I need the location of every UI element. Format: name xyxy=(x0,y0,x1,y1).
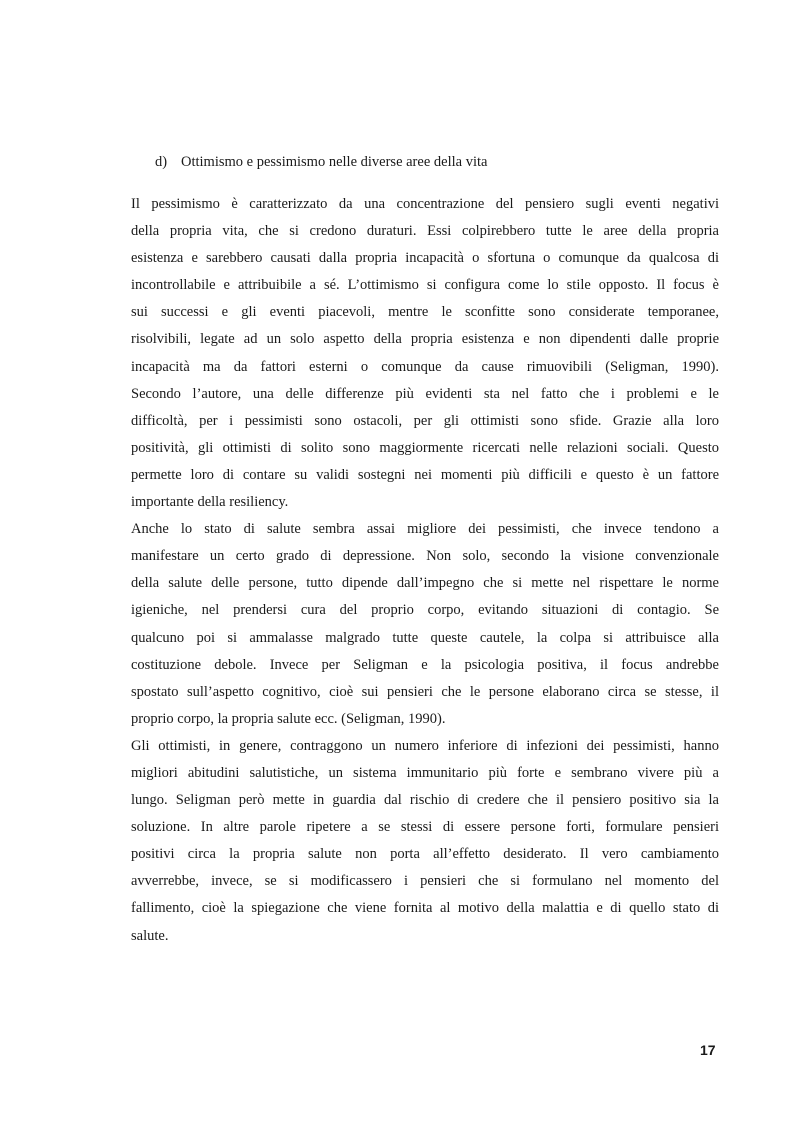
text-line: costituzione debole. Invece per Seligman e la psicologia positiva, il focus andrebbe xyxy=(131,656,719,673)
text-line: della salute delle persone, tutto dipende dall’impegno che si mette nel rispettare le norme xyxy=(131,575,719,592)
text-line: Il pessimismo è caratterizzato da una concentrazione del pensiero sugli eventi negativi xyxy=(131,196,719,212)
text-line: avverrebbe, invece, se si modificassero i pensieri che si formulano nel momento del xyxy=(131,873,719,890)
section-heading xyxy=(155,152,487,172)
text-line: esistenza e sarebbero causati dalla propria incapacità o sfortuna o comunque da qualcosa di xyxy=(131,250,719,267)
paragraph xyxy=(131,516,719,733)
text-line: importante della resiliency. xyxy=(131,494,289,511)
text-line: salute. xyxy=(131,927,169,944)
text-line: della propria vita, che si credono duraturi. Essi colpirebbero tutte le aree della propria xyxy=(131,223,719,240)
text-line: incapacità ma da fattori esterni o comunque da cause rimuovibili (Seligman, 1990). xyxy=(131,358,719,375)
text-line: permette loro di contare su validi sostegni nei momenti più difficili e questo è un fattore xyxy=(131,466,719,483)
text-line: fallimento, cioè la spiegazione che viene fornita al motivo della malattia e di quello stato di xyxy=(131,900,719,917)
text-line: Secondo l’autore, una delle differenze più evidenti sta nel fatto che i problemi e le xyxy=(131,385,719,402)
paragraph xyxy=(131,733,719,950)
body-text xyxy=(131,191,719,950)
text-line: lungo. Seligman però mette in guardia dal rischio di credere che il pensiero positivo sia la xyxy=(131,792,719,809)
text-line: risolvibili, legate ad un solo aspetto della propria esistenza e non dipendenti dalle proprie xyxy=(131,331,719,348)
text-line: proprio corpo, la propria salute ecc. (Seligman, 1990). xyxy=(131,710,446,727)
text-line: soluzione. In altre parole ripetere a se stessi di essere persone forti, formulare pensieri xyxy=(131,819,719,836)
text-line: Anche lo stato di salute sembra assai migliore dei pessimisti, che invece tendono a xyxy=(131,521,719,538)
section-marker: d) xyxy=(155,154,168,170)
text-line: migliori abitudini salutistiche, un sistema immunitario più forte e sembrano vivere più a xyxy=(131,764,719,781)
text-line: positività, gli ottimisti di solito sono maggiormente ricercati nelle relazioni sociali. Questo xyxy=(131,439,719,456)
text-line: spostato sull’aspetto cognitivo, cioè sui pensieri che le persone elaborano circa se stesse, il xyxy=(131,683,719,700)
paragraph xyxy=(131,191,719,516)
text-line: incontrollabile e attribuibile a sé. L’ottimismo si configura come lo stile opposto. Il focus è xyxy=(131,277,719,294)
text-line: Gli ottimisti, in genere, contraggono un numero inferiore di infezioni dei pessimisti, hanno xyxy=(131,737,719,754)
text-line: qualcuno poi si ammalasse malgrado tutte queste cautele, la colpa si attribuisce alla xyxy=(131,629,719,646)
page-number: 17 xyxy=(700,1042,716,1058)
text-line: positivi circa la propria salute non porta all’effetto desiderato. Il vero cambiamento xyxy=(131,846,719,863)
text-line: sui successi e gli eventi piacevoli, mentre le sconfitte sono considerate temporanee, xyxy=(131,304,719,321)
text-line: difficoltà, per i pessimisti sono ostacoli, per gli ottimisti sono sfide. Grazie alla loro xyxy=(131,412,719,429)
section-title: Ottimismo e pessimismo nelle diverse aree della vita xyxy=(181,154,488,170)
text-line: manifestare un certo grado di depressione. Non solo, secondo la visione convenzionale xyxy=(131,548,719,565)
text-line: igieniche, nel prendersi cura del proprio corpo, evitando situazioni di contagio. Se xyxy=(131,602,719,619)
